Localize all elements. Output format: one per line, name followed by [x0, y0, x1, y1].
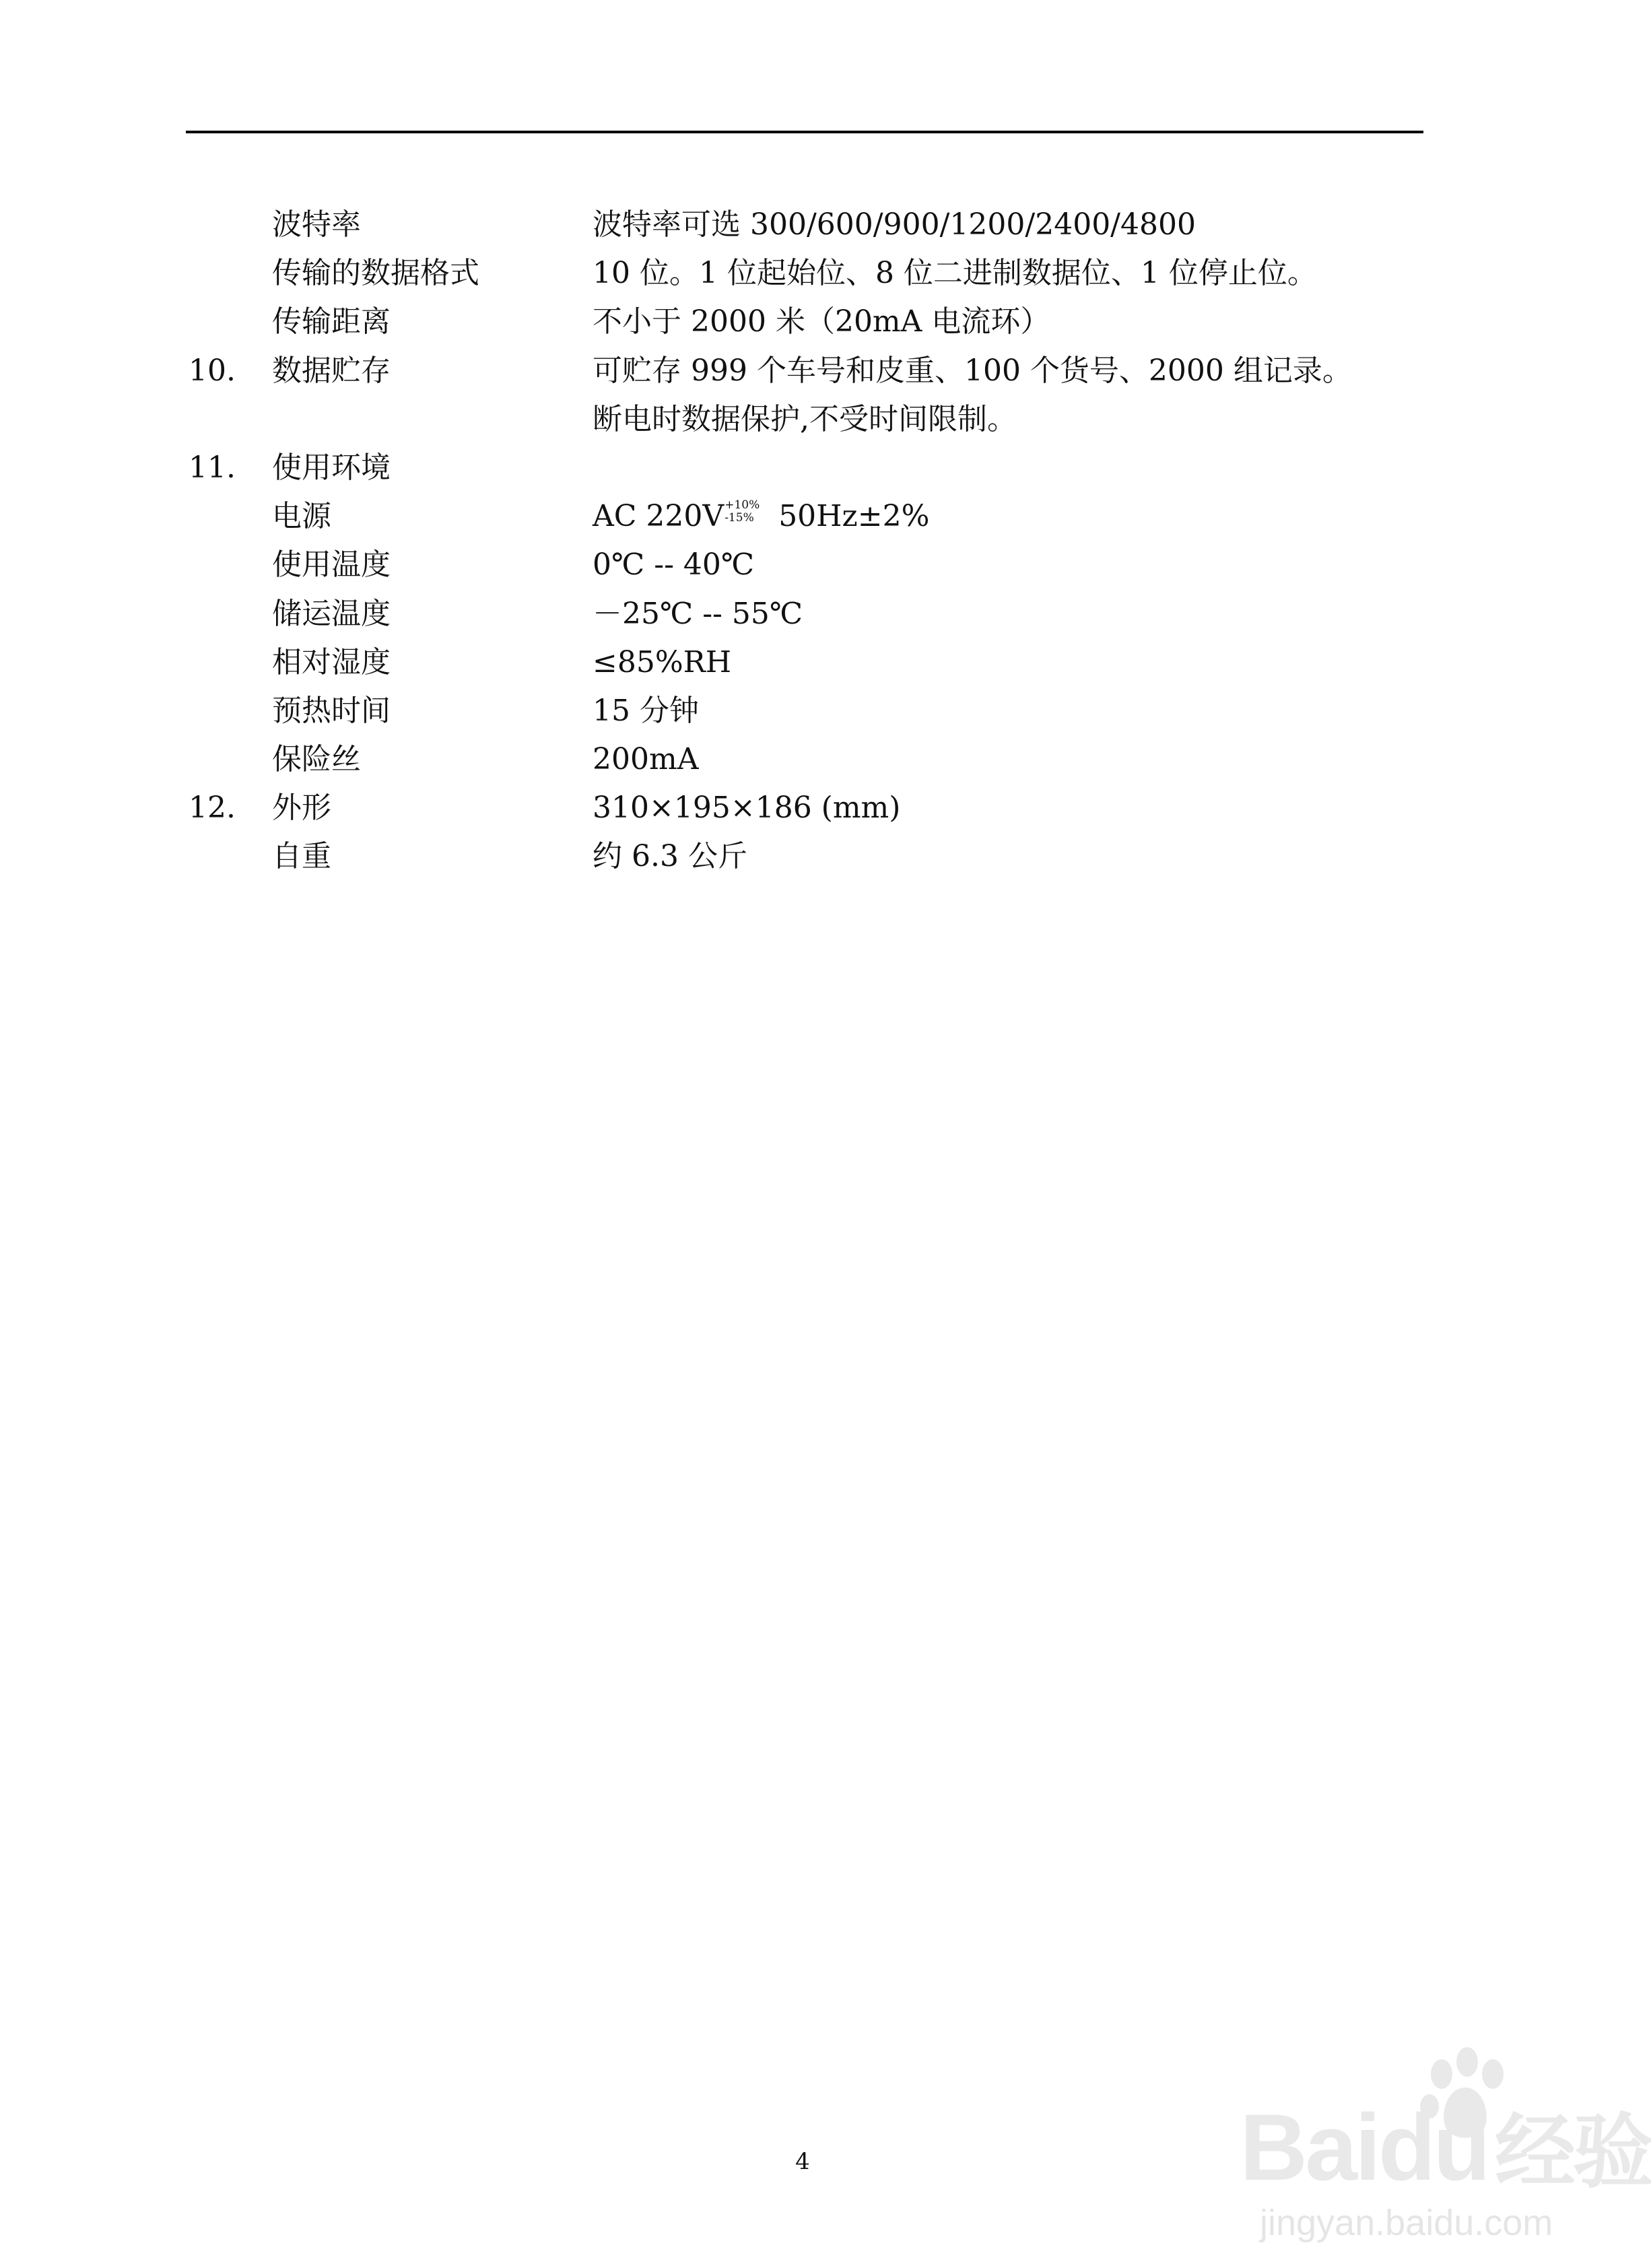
header-rule: [186, 131, 1423, 133]
tolerance-plus: +10%: [725, 498, 760, 512]
spec-value: －25℃ -- 55℃: [593, 596, 803, 631]
spec-value: 可贮存 999 个车号和皮重、100 个货号、2000 组记录。: [593, 353, 1352, 388]
spec-value: ≤85%RH: [593, 644, 732, 679]
spec-value: 15 分钟: [593, 693, 699, 728]
spec-label: 相对湿度: [272, 644, 391, 679]
spec-value: 0℃ -- 40℃: [593, 547, 755, 582]
item-number: 12.: [189, 791, 236, 826]
spec-label: 外形: [272, 791, 331, 826]
spec-value: 10 位。1 位起始位、8 位二进制数据位、1 位停止位。: [593, 256, 1317, 291]
spec-row-warmup: [0, 687, 1603, 735]
item-number: 10.: [189, 353, 236, 388]
spec-value: [593, 492, 929, 541]
spec-label: 使用环境: [272, 450, 391, 485]
spec-row-operating-temp: [0, 541, 1603, 589]
voltage-tolerance: [725, 499, 760, 525]
spec-row-weight: [0, 832, 1603, 881]
spec-label: 预热时间: [272, 693, 391, 728]
spec-row-environment: [0, 444, 1603, 492]
spec-row-storage-temp: [0, 590, 1603, 638]
spec-label: 数据贮存: [272, 353, 391, 388]
item-number: 11.: [189, 450, 236, 485]
spec-row-transmission-distance: [0, 298, 1603, 346]
spec-row-data-storage-cont: [0, 395, 1603, 444]
spec-row-data-format: [0, 249, 1603, 298]
spec-list: [0, 201, 1603, 881]
spec-row-power: [0, 492, 1603, 541]
voltage-text: AC 220V: [593, 499, 725, 534]
spec-label: 保险丝: [272, 742, 361, 777]
spec-row-humidity: [0, 638, 1603, 687]
spec-label: 电源: [272, 499, 331, 534]
spec-label: 储运温度: [272, 596, 391, 631]
spec-value: 200mA: [593, 742, 699, 777]
spec-row-data-storage: [0, 347, 1603, 395]
spec-label: 传输距离: [272, 304, 391, 339]
baidu-jingyan-watermark: [1186, 2034, 1651, 2256]
spec-value: 不小于 2000 米（20mA 电流环）: [593, 304, 1050, 339]
spec-label: 传输的数据格式: [272, 256, 479, 291]
spec-label: 自重: [272, 839, 331, 874]
spec-label: 波特率: [272, 207, 361, 242]
spec-value: 310×195×186 (mm): [593, 791, 901, 826]
watermark-logo-text: Baidu经验: [1240, 2094, 1651, 2200]
spec-row-dimensions: [0, 784, 1603, 832]
spec-row-baud-rate: [0, 201, 1603, 249]
spec-row-fuse: [0, 735, 1603, 784]
frequency-text: 50Hz±2%: [760, 499, 930, 534]
page-number: 4: [795, 2148, 810, 2175]
spec-value: 约 6.3 公斤: [593, 839, 747, 874]
spec-value: 波特率可选 300/600/900/1200/2400/4800: [593, 207, 1196, 242]
spec-value: 断电时数据保护,不受时间限制。: [593, 401, 1017, 436]
spec-label: 使用温度: [272, 547, 391, 582]
watermark-url: jingyan.baidu.com: [1260, 2203, 1553, 2243]
tolerance-minus: -15%: [725, 511, 754, 525]
